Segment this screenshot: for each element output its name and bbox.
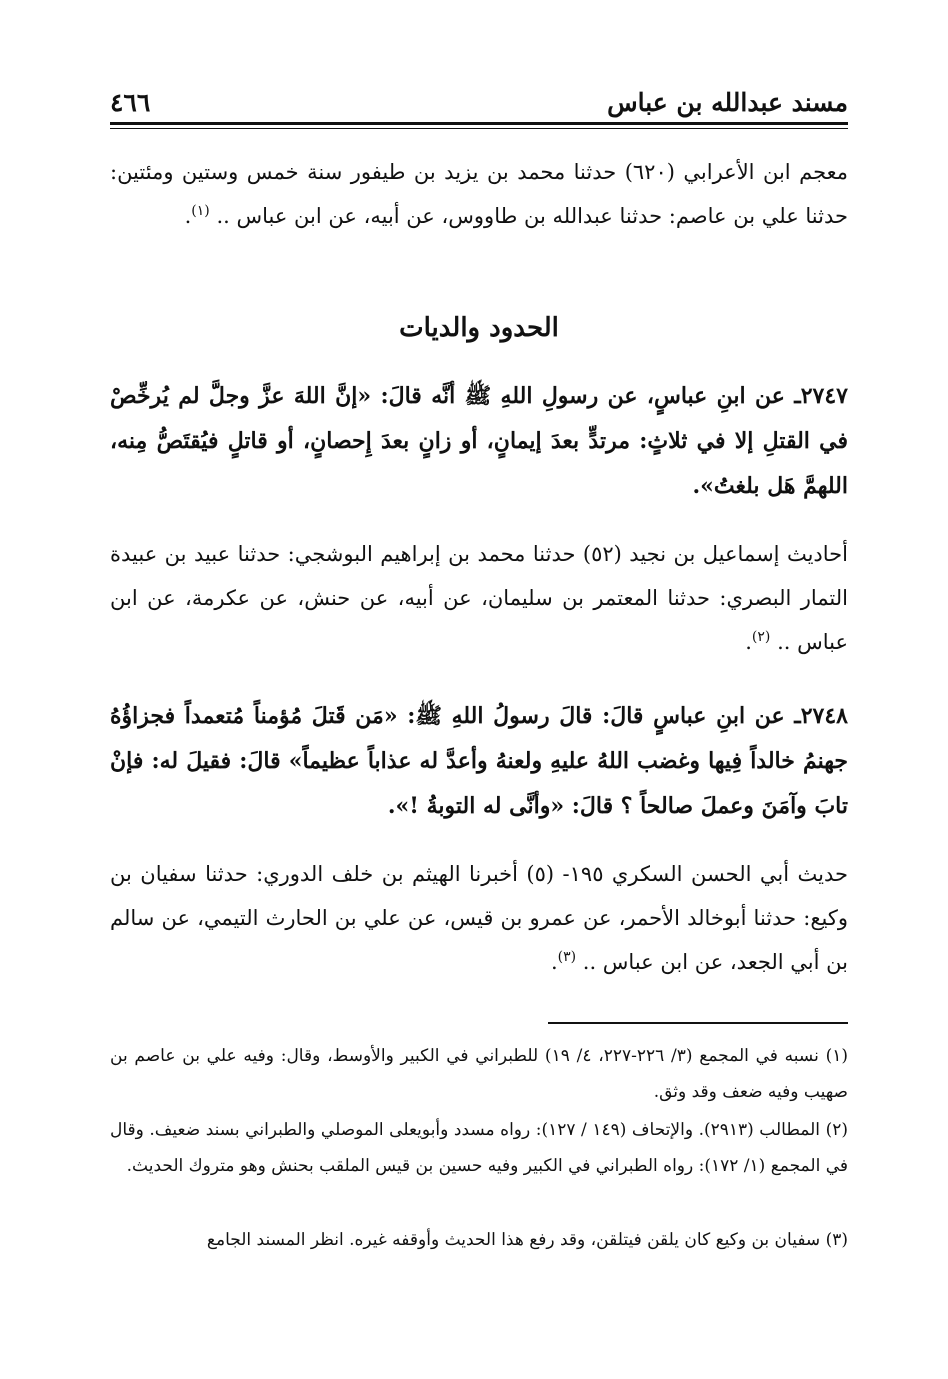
paragraph-end: .: [184, 204, 192, 228]
header-rule-thin: [110, 128, 848, 129]
paragraph-source-2: [110, 532, 848, 664]
footnote-3: (٣) سفيان بن وكيع كان يلقن فيتلقن، وقد رفع هذا الحديث وأوقفه غيره. انظر المسند الجامع: [206, 1230, 848, 1250]
paragraph-text: أحاديث إسماعيل بن نجيد (٥٢) حدثنا محمد بن إبراهيم البوشجي: حدثنا عبيد بن عبيدة التمار البصري: حدثنا المعتمر بن سليمان، عن أبيه، عن حنش، عن عكرمة، عن ابن عباس ..: [110, 542, 848, 654]
footnote-separator: [548, 1022, 848, 1024]
hadith-2747: ٢٧٤٧ـ عن ابنِ عباسٍ، عن رسولِ اللهِ ﷺ أنَّه قالَ: «إنَّ اللهَ عزَّ وجلَّ لم يُرخِّصْ في القتلِ إلا في ثلاثٍ: مرتدٍّ بعدَ إيمانٍ، أو زانٍ بعدَ إِحصانٍ، أو قاتلٍ فيُقتَصُّ مِنه، اللهمَّ هَل بلغتُ».: [110, 383, 848, 499]
page-header: [110, 84, 848, 118]
footnote-ref-2[interactable]: (٢): [751, 629, 771, 645]
paragraph-text: معجم ابن الأعرابي (٦٢٠) حدثنا محمد بن يزيد بن طيفور سنة خمس وستين ومئتين: حدثنا علي بن عاصم: حدثنا عبدالله بن طاووس، عن أبيه، عن ابن عباس ..: [110, 160, 849, 228]
hadith-2748: ٢٧٤٨ـ عن ابنِ عباسٍ قالَ: قالَ رسولُ اللهِ ﷺ: «مَن قَتلَ مُؤمناً مُتعمداً فجزاؤُهُ جهنمُ خالداً فِيها وغضب اللهُ عليهِ ولعنهُ وأعدَّ له عذاباً عظيماً» قالَ: فقيلَ له: فإنْ تابَ وآمَنَ وعملَ صالحاً ؟ قالَ: «وأنَّى له التوبةُ !».: [110, 703, 848, 819]
paragraph-end: .: [550, 950, 558, 974]
footnote-1: (١) نسبه في المجمع (٣/ ٢٢٦-٢٢٧، ٤/ ١٩) للطبراني في الكبير والأوسط، وقال: وفيه علي بن عاصم بن صهيب وفيه ضعف وقد وثق.: [110, 1046, 848, 1102]
page-number: ٤٦٦: [110, 88, 151, 117]
header-rule-thick: [110, 122, 848, 125]
paragraph-source-3: [110, 852, 848, 984]
running-title: مسند عبدالله بن عباس: [607, 88, 848, 117]
footnote-ref-1[interactable]: (١): [191, 203, 210, 219]
paragraph-text: حديث أبي الحسن السكري ١٩٥- (٥) أخبرنا الهيثم بن خلف الدوري: حدثنا سفيان بن وكيع: حدثنا أبوخالد الأحمر، عن عمرو بن قيس، عن علي بن الحارث التيمي، عن سالم بن أبي الجعد، عن ابن عباس ..: [110, 862, 849, 974]
footnote-ref-3[interactable]: (٣): [557, 949, 577, 965]
footnote-2: (٢) المطالب (٢٩١٣). والإتحاف (١٤٩ / ١٢٧): رواه مسدد وأبويعلى الموصلي والطبراني بسند ضعيف. وقال في المجمع (١/ ١٧٢): رواه الطبراني في الكبير وفيه حسين بن قيس الملقب بحنش وهو متروك الحديث.: [110, 1120, 848, 1176]
paragraph-end: .: [745, 630, 752, 654]
paragraph-source-1: [110, 150, 848, 238]
section-heading: الحدود والديات: [399, 313, 559, 343]
